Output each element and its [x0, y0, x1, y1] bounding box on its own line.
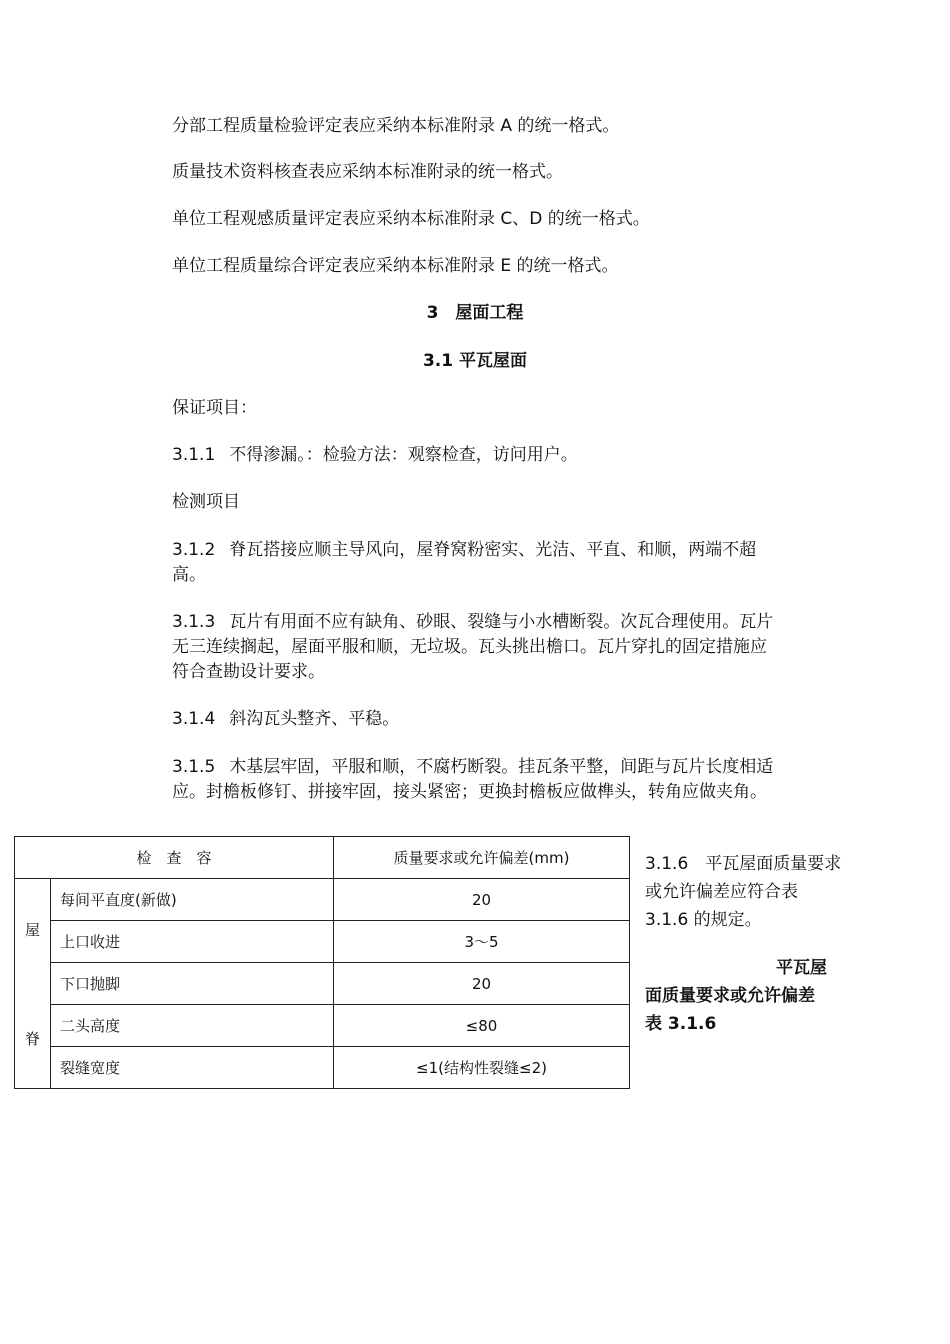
table-header-row: [15, 837, 630, 879]
value-cell: ≤80: [334, 1005, 630, 1047]
clause-text: 木基层牢固，平服和顺，不腐朽断裂。挂瓦条平整，间距与瓦片长度相适应。封檐板修钉、拼接牢固，接头紧密；更换封檐板应做榫头，转角应做夹角。: [172, 757, 774, 802]
clause-text: 脊瓦搭接应顺主导风向，屋脊窝粉密实、光洁、平直、和顺，两端不超高。: [172, 540, 757, 585]
paragraph-appendix-a: 分部工程质量检验评定表应采纳本标准附录 A 的统一格式。: [172, 116, 620, 136]
value-cell: 3～5: [334, 921, 630, 963]
table-row: [15, 963, 630, 1005]
chapter-heading: 3 屋面工程: [426, 303, 524, 323]
table-caption: [645, 954, 835, 1038]
value-cell: ≤1(结构性裂缝≤2): [334, 1047, 630, 1089]
item-cell: 下口抛脚: [51, 963, 334, 1005]
group-label-bottom: 脊: [24, 1029, 40, 1048]
group-label-top: 屋: [24, 920, 40, 939]
clause-3-1-5: [172, 755, 782, 805]
value-cell: 20: [334, 963, 630, 1005]
clause-number: 3.1.4: [172, 709, 216, 729]
clause-text: 斜沟瓦头整齐、平稳。: [229, 709, 400, 729]
value-cell: 20: [334, 879, 630, 921]
header-tolerance: 质量要求或允许偏差(mm): [334, 837, 630, 879]
section-heading: 3.1 平瓦屋面: [422, 351, 528, 371]
item-cell: 裂缝宽度: [51, 1047, 334, 1089]
item-cell: 每间平直度(新做): [51, 879, 334, 921]
clause-number: 3.1.2: [172, 540, 216, 560]
clause-3-1-3: [172, 610, 782, 685]
table-row: [15, 879, 630, 921]
table-row: [15, 1047, 630, 1089]
paragraph-appendix-cd: 单位工程观感质量评定表应采纳本标准附录 C、D 的统一格式。: [172, 209, 650, 229]
clause-number: 3.1.5: [172, 757, 216, 777]
table-row: [15, 1005, 630, 1047]
paragraph-appendix-e: 单位工程质量综合评定表应采纳本标准附录 E 的统一格式。: [172, 256, 619, 276]
clause-number: 3.1.3: [172, 612, 216, 632]
table-caption-rest: 面质量要求或允许偏差 表 3.1.6: [645, 986, 832, 1034]
paragraph-appendix-data: 质量技术资料核查表应采纳本标准附录的统一格式。: [172, 162, 563, 182]
clause-3-1-4: [172, 707, 782, 732]
clause-3-1-1: [172, 443, 782, 468]
table-row: [15, 921, 630, 963]
clause-text: 瓦片有用面不应有缺角、砂眼、裂缝与小水槽断裂。次瓦合理使用。瓦片无三连续搁起，屋面平服和顺，无垃圾。瓦头挑出檐口。瓦片穿扎的固定措施应符合查勘设计要求。: [172, 612, 774, 682]
roof-ridge-quality-table: [14, 836, 630, 1089]
guarantee-items-label: 保证项目：: [172, 398, 257, 418]
group-cell-ridge: [15, 879, 51, 1089]
clause-text: 不得渗漏。：检验方法：观察检查，访问用户。: [229, 445, 578, 465]
item-cell: 上口收进: [51, 921, 334, 963]
inspection-items-label: 检测项目: [172, 492, 240, 512]
clause-number: 3.1.1: [172, 445, 216, 465]
table-caption-line1: 平瓦屋: [776, 958, 827, 978]
item-cell: 二头高度: [51, 1005, 334, 1047]
clause-3-1-2: [172, 538, 782, 588]
header-inspection-item: 检 查 容: [15, 837, 334, 879]
clause-3-1-6: 3.1.6 平瓦屋面质量要求或允许偏差应符合表 3.1.6 的规定。: [645, 854, 842, 930]
